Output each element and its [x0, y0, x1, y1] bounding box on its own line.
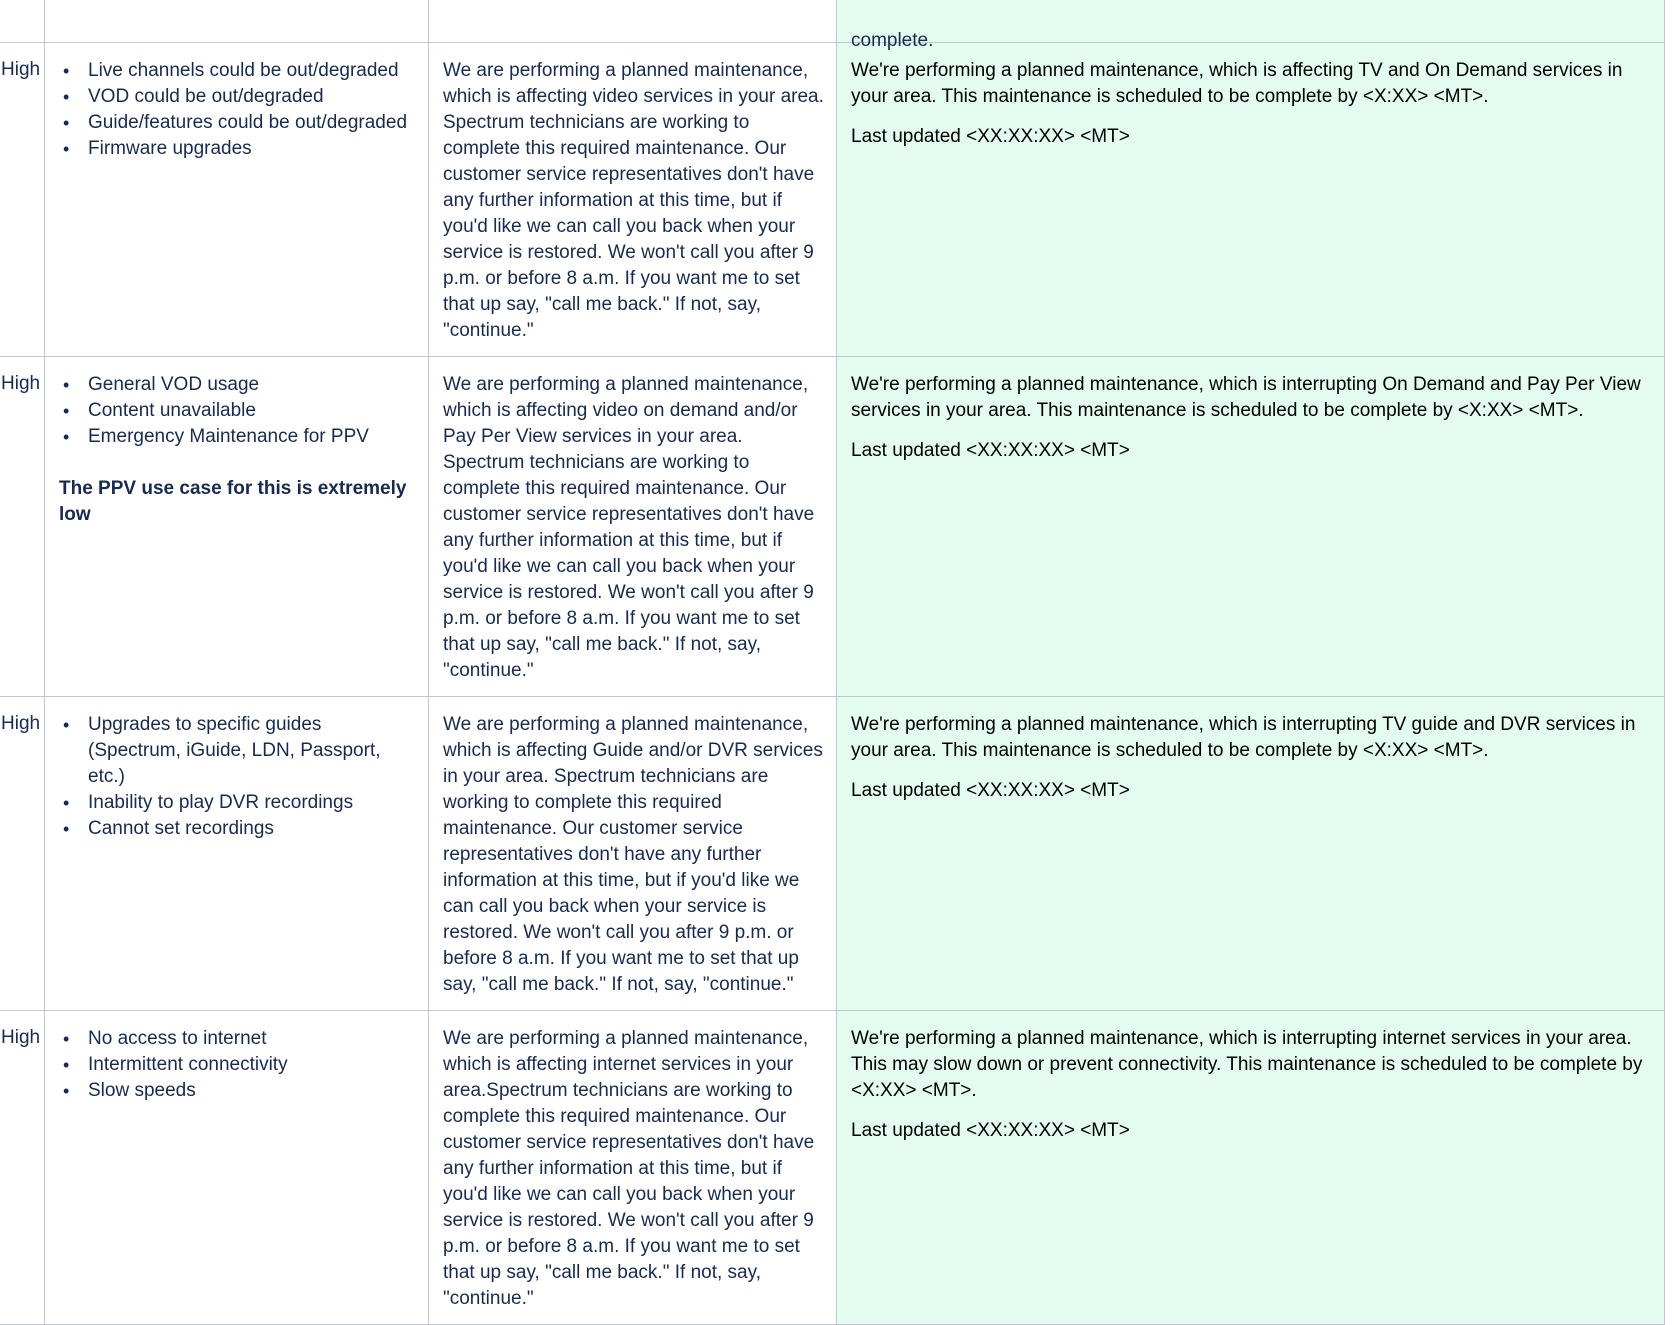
impact-item: • Content unavailable — [88, 398, 416, 424]
impact-note: The PPV use case for this is extremely low — [59, 478, 407, 525]
impact-item: • Slow speeds — [88, 1078, 416, 1104]
web-message-cell — [837, 1011, 1665, 1325]
impact-item: • VOD could be out/degraded — [88, 84, 416, 110]
table-row — [0, 357, 1665, 697]
ivr-message: We are performing a planned maintenance, which is affecting video on demand and/or Pay Per View services in your area. Spectrum technicians are working to complete this required maintenance. Our customer service representatives don't have any further information at this time, but if you'd like we can call you back when your service is restored. We won't call you after 9 p.m. or before 8 a.m. If you want me to set that up say, "call me back." If not, say, "continue." — [443, 374, 815, 681]
cut-off-text: complete. — [851, 30, 934, 51]
impact-item: • Cannot set recordings — [88, 816, 416, 842]
web-message-cell — [837, 43, 1665, 357]
table-row — [0, 697, 1665, 1011]
ivr-message: We are performing a planned maintenance, which is affecting video services in your area. Spectrum technicians are working to complete this required maintenance. Our customer service representatives don't have any further information at this time, but if you'd like we can call you back when your service is restored. We won't call you after 9 p.m. or before 8 a.m. If you want me to set that up say, "call me back." If not, say, "continue." — [443, 60, 824, 341]
table-row — [0, 1011, 1665, 1325]
last-updated: Last updated <XX:XX:XX> <MT> — [851, 780, 1130, 801]
severity-cell: High — [0, 1011, 45, 1325]
impact-item: • General VOD usage — [88, 372, 416, 398]
web-message-cell — [837, 0, 1665, 51]
severity-cell: High — [0, 697, 45, 1011]
impact-cell — [45, 43, 429, 357]
severity-cell: High — [0, 357, 45, 697]
impact-list — [59, 1026, 416, 1104]
severity-cell: High — [0, 43, 45, 357]
ivr-message-cell — [429, 697, 837, 1011]
impact-item: • Inability to play DVR recordings — [88, 790, 416, 816]
impact-list — [59, 58, 416, 162]
ivr-message-cell — [429, 357, 837, 697]
impact-item: • Guide/features could be out/degraded — [88, 110, 416, 136]
impact-cell — [45, 357, 429, 697]
impact-item: • Live channels could be out/degraded — [88, 58, 416, 84]
web-message-cell — [837, 357, 1665, 697]
last-updated: Last updated <XX:XX:XX> <MT> — [851, 126, 1130, 147]
last-updated: Last updated <XX:XX:XX> <MT> — [851, 440, 1130, 461]
table-row-partial — [0, 0, 1665, 43]
web-message: We're performing a planned maintenance, which is interrupting TV guide and DVR services in your area. This maintenance is scheduled to be complete by <X:XX> <MT>. — [851, 714, 1636, 761]
ivr-message-cell — [429, 1011, 837, 1325]
impact-item: • Firmware upgrades — [88, 136, 416, 162]
impact-item: • Intermittent connectivity — [88, 1052, 416, 1078]
web-message: We're performing a planned maintenance, which is interrupting internet services in your area. This may slow down or prevent connectivity. This maintenance is scheduled to be complete by <X:XX> <MT>. — [851, 1028, 1643, 1101]
impact-item: • Upgrades to specific guides (Spectrum, iGuide, LDN, Passport, etc.) — [88, 712, 416, 790]
web-message: We're performing a planned maintenance, which is interrupting On Demand and Pay Per View services in your area. This maintenance is scheduled to be complete by <X:XX> <MT>. — [851, 374, 1641, 421]
impact-list — [59, 372, 416, 450]
ivr-message-cell — [429, 43, 837, 357]
ivr-message: We are performing a planned maintenance, which is affecting internet services in your area.Spectrum technicians are working to complete this required maintenance. Our customer service representatives don't have any further information at this time, but if you'd like we can call you back when your service is restored. We won't call you after 9 p.m. or before 8 a.m. If you want me to set that up say, "call me back." If not, say, "continue." — [443, 1028, 815, 1309]
impact-list — [59, 712, 416, 842]
impact-item: • Emergency Maintenance for PPV — [88, 424, 416, 450]
table-row — [0, 43, 1665, 357]
impact-item: • No access to internet — [88, 1026, 416, 1052]
impact-cell — [45, 0, 429, 43]
web-message-cell — [837, 697, 1665, 1011]
impact-cell — [45, 697, 429, 1011]
severity-cell — [0, 0, 45, 43]
last-updated: Last updated <XX:XX:XX> <MT> — [851, 1120, 1130, 1141]
impact-cell — [45, 1011, 429, 1325]
ivr-message: We are performing a planned maintenance, which is affecting Guide and/or DVR services in your area. Spectrum technicians are working to complete this required maintenance. Our customer service representatives don't have any further information at this time, but if you'd like we can call you back when your service is restored. We won't call you after 9 p.m. or before 8 a.m. If you want me to set that up say, "call me back." If not, say, "continue." — [443, 714, 823, 995]
web-message: We're performing a planned maintenance, which is affecting TV and On Demand services in your area. This maintenance is scheduled to be complete by <X:XX> <MT>. — [851, 60, 1623, 107]
ivr-message-cell — [429, 0, 837, 43]
